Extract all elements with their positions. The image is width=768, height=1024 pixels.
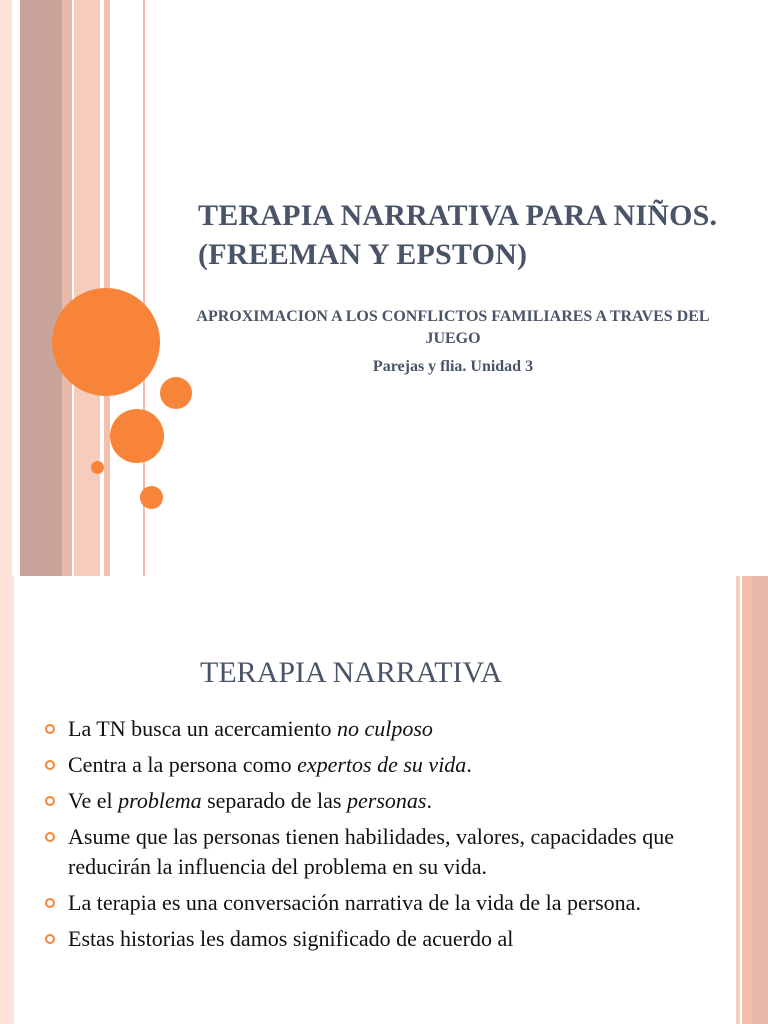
decorative-stripe <box>0 0 12 576</box>
slide-course-label: Parejas y flia. Unidad 3 <box>372 358 534 375</box>
list-item: Estas historias les damos significado de acuerdo al <box>44 924 684 954</box>
slide-subtitle: APROXIMACION A LOS CONFLICTOS FAMILIARES A TRAVES DEL JUEGO <box>196 308 710 347</box>
slide-title: TERAPIA NARRATIVA PARA NIÑOS. (FREEMAN Y EPSTON) <box>198 199 718 271</box>
decorative-stripe <box>62 0 72 576</box>
decorative-circle <box>52 288 160 396</box>
bullet-circle-icon <box>45 934 55 944</box>
content-slide <box>0 576 768 1024</box>
decorative-circle <box>160 377 192 409</box>
list-item: Centra a la persona como expertos de su vida. <box>44 750 684 780</box>
decorative-stripe <box>0 576 14 1024</box>
list-item: La TN busca un acercamiento no culposo <box>44 714 684 744</box>
decorative-circle <box>140 486 163 509</box>
bullet-circle-icon <box>45 796 55 806</box>
list-item: La terapia es una conversación narrativa de la vida de la persona. <box>44 888 684 918</box>
decorative-circle <box>110 409 164 463</box>
bullet-list <box>44 714 684 960</box>
list-item: Asume que las personas tienen habilidades, valores, capacidades que reducirán la influencia del problema en su vida. <box>44 822 684 882</box>
decorative-stripe <box>736 576 740 1024</box>
decorative-circle <box>91 461 104 474</box>
bullet-circle-icon <box>45 724 55 734</box>
decorative-stripe <box>752 576 768 1024</box>
decorative-stripe <box>742 576 752 1024</box>
list-item: Ve el problema separado de las personas. <box>44 786 684 816</box>
bullet-circle-icon <box>45 898 55 908</box>
bullet-circle-icon <box>45 760 55 770</box>
bullet-circle-icon <box>45 832 55 842</box>
slide-title: TERAPIA NARRATIVA <box>200 656 502 689</box>
decorative-stripe <box>20 0 62 576</box>
